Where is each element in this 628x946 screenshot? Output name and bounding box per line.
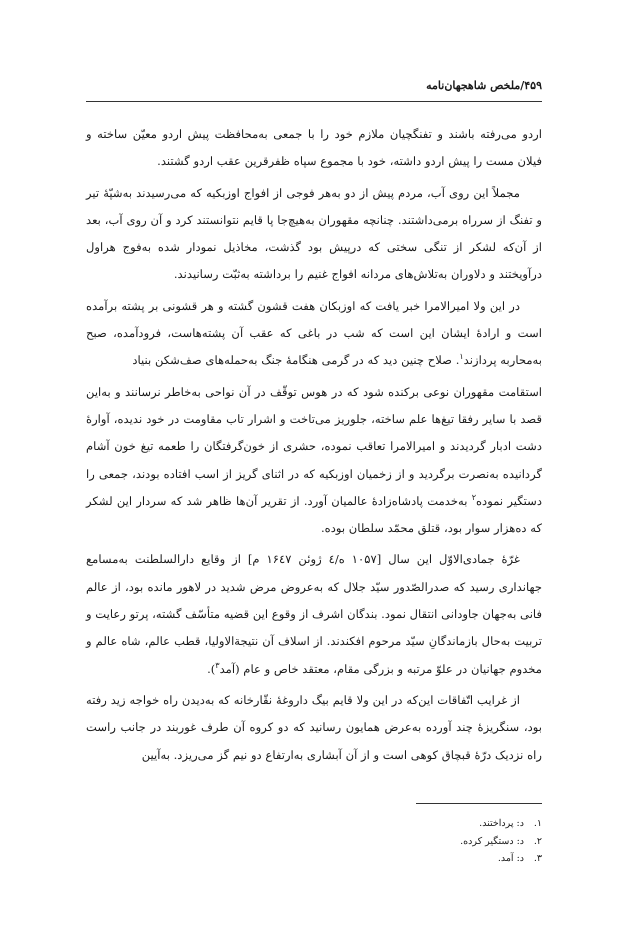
paragraph-5-tail: ). bbox=[207, 661, 216, 676]
body-text bbox=[86, 121, 542, 773]
footnote-ref-1: ۱ bbox=[459, 352, 464, 362]
paragraph-3-tail: . صلاح چنین دید که در گرمی هنگامهٔ جنگ به‌حمله‌های صف‌شکن بنیاد bbox=[132, 353, 460, 368]
footnote-1 bbox=[460, 815, 542, 833]
paragraph-5 bbox=[86, 546, 542, 682]
footnote-ref-2: ۲ bbox=[471, 493, 476, 502]
paragraph-2: مجملاً این روی آب، مردم پیش از دو به‌هر فوجی از افواج اوزبکیه که می‌رسیدند به‌شپّهٔ تیر و تفنگ از سرراه برمی‌داشتند. چنانچه مقهوران به‌هیچ‌جا پا قایم نتوانستند کرد و آن روی آب، بعد از آن‌که لشکر از تنگی سختی که درپیش بود گذشت، مخاذیل نمودار شده به‌فوج هراول درآویختند و دلاوران به‌تلاش‌های مردانه افواج غنیم را برداشته به‌ثبّت رسانیدند. bbox=[86, 185, 542, 282]
running-head: ۴۵۹/ملخص شاهجهان‌نامه bbox=[426, 79, 542, 92]
header-rule bbox=[86, 101, 542, 102]
paragraph-4-tail: به‌خدمت پادشاه‌زادهٔ عالمیان آورد. از تقریر آن‌ها ظاهر شد که سردار این لشکر که ده‌هزار سوار بود، قتلق محمّد سلطان بوده. bbox=[86, 493, 542, 536]
paragraph-4-text: استقامت مقهوران نوعی برکنده شود که در هوس توقّف در آن نواحی به‌خاطر نرسانند و به‌این قصد با سایر رفقا تیغ‌ها علم ساخته، جلوریز می‌تاخت و اشرار تاب مقاومت در خود ندیده، آوارهٔ دشت ادبار گردیدند و امیرالامرا تعاقب نموده، حشری از خون‌گرفتگان را طعمه تیغ خون آشام گردانیده به‌نصرت برگردید و از زخمیان اوزبکیه که در اثنای گریز از اسب افتاده بودند، جمعی را دستگیر نموده bbox=[86, 384, 543, 508]
footnote-3 bbox=[460, 850, 542, 868]
footnote-1-number: ۱. bbox=[533, 818, 542, 829]
footnote-1-text: د: پرداختند. bbox=[479, 818, 524, 829]
footnote-ref-3: ۳ bbox=[215, 660, 220, 670]
paragraph-1: اردو می‌رفته باشند و تفنگچیان ملازم خود را با جمعی به‌محافظت پیش اردو معیّن ساخته و فیلان مست را پیش اردو داشته، خود با مجموع سپاه ظفرقرین عقب اردو گشتند. bbox=[86, 127, 542, 169]
footnotes bbox=[460, 815, 542, 868]
footnote-3-number: ۳. bbox=[533, 853, 542, 864]
paragraph-3 bbox=[86, 293, 542, 375]
paragraph-5-text: غرّهٔ جمادی‌الاوّل این سال [۱۰۵۷ ه/٤ ژوئن ۱۶٤۷ م] از وقایع دارالسلطنت به‌مسامع جهانداری رسید که صدرالصّدور سیّد جلال که به‌عروض مرض شدید در لاهور مانده بود، از عالم فانی به‌جهان جاودانی انتقال نمود. بندگان اشرف از وقوع این قضیه متأسّف گشته، پرتو رعایت و تربیت به‌حال بازماندگانِ سیّد مرحوم افکندند. از اسلاف آن نتیجةالاولیا، قطب عالم، شاه عالم و مخدوم جهانیان در علوّ مرتبه و بزرگی مقام، معتقد خاص و عام (آمد bbox=[86, 552, 542, 676]
footnote-3-text: د: آمد. bbox=[497, 853, 524, 864]
paragraph-6: از غرایب اتّفاقات این‌که در این ولا قایم بیگ داروغهٔ نقّارخانه که به‌دیدن راه خواجه زید رفته بود، سنگریزهٔ چند آورده به‌عرض همایون رسانید که دو کروه آن طرف غوربند در جانب راست راه نزدیک درّهٔ قبچاق کوهی است و از آن آبشاری به‌ارتفاع دو نیم گز می‌ریزد. به‌آیین bbox=[86, 692, 542, 762]
footnote-2 bbox=[460, 833, 542, 851]
paragraph-3-text: در این ولا امیرالامرا خبر یافت که اوزبکان هفت قشون گشته و هر قشونی بر پشته برآمده است و ارادهٔ ایشان این است که شب در باغی که عقب آن پشته‌هاست، فرودآمده، صبح به‌محاربه پردازند bbox=[86, 298, 542, 368]
footnote-2-text: د: دستگیر کرده. bbox=[460, 835, 524, 847]
footnote-rule bbox=[416, 803, 542, 804]
paragraph-4 bbox=[86, 379, 542, 543]
footnote-2-number: ۲. bbox=[533, 835, 542, 847]
